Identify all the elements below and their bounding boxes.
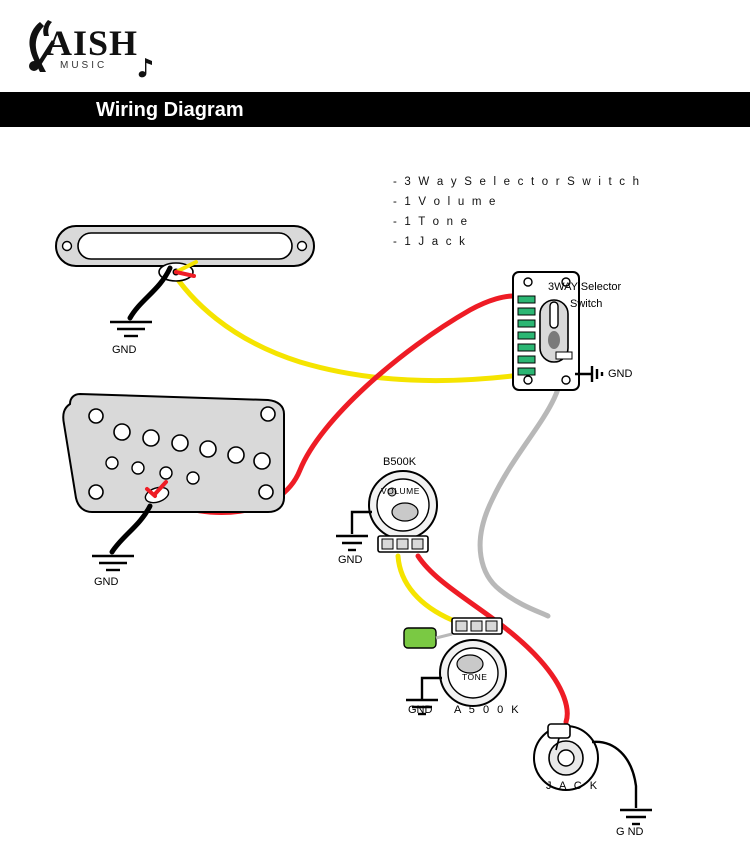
label-tone-knob: TONE xyxy=(462,672,488,682)
wire-volume-ground xyxy=(352,512,372,534)
wire-jack-ground xyxy=(592,742,636,808)
tone-pot xyxy=(404,618,506,714)
brand-sub: MUSIC xyxy=(60,60,108,71)
label-volume-pot-value: B500K xyxy=(383,456,417,468)
label-jack: J A C K xyxy=(546,780,600,792)
brand-name: AISH xyxy=(46,23,139,63)
spec-item: - 3 W a y S e l e c t o r S w i t c h xyxy=(393,176,642,188)
label-gnd-jack: G ND xyxy=(616,826,644,838)
label-gnd-bridge: GND xyxy=(94,576,119,588)
spec-item: - 1 T o n e xyxy=(393,216,470,228)
spec-item: - 1 J a c k xyxy=(393,236,468,248)
spec-item: - 1 V o l u m e xyxy=(393,196,498,208)
neck-pickup xyxy=(56,226,314,336)
wire-yellow-neck-hot xyxy=(170,268,512,381)
label-selector-switch-line2: Switch xyxy=(570,298,603,310)
label-selector-switch: 3WAY Selector xyxy=(548,281,622,293)
volume-pot xyxy=(336,471,437,552)
bridge-pickup xyxy=(63,394,284,570)
label-gnd-tone: GND xyxy=(408,704,433,716)
wire-gray-switch-to-volume xyxy=(480,360,561,616)
page-title: Wiring Diagram xyxy=(96,99,244,121)
label-volume-knob: VOLUME xyxy=(381,486,420,496)
wire-black-neck-ground xyxy=(130,268,170,318)
ground-symbol-switch xyxy=(592,366,602,382)
label-gnd-neck: GND xyxy=(112,344,137,356)
label-gnd-volume: GND xyxy=(338,554,363,566)
ground-symbol-bridge xyxy=(92,556,134,570)
tone-capacitor xyxy=(404,628,436,648)
label-gnd-switch: GND xyxy=(608,368,633,380)
ground-symbol-volume xyxy=(336,536,368,550)
wire-tone-ground xyxy=(422,678,442,700)
ground-symbol-neck xyxy=(110,322,152,336)
output-jack xyxy=(534,724,652,824)
label-tone-pot-value: A 5 0 0 K xyxy=(454,704,522,716)
ground-symbol-jack xyxy=(620,810,652,824)
